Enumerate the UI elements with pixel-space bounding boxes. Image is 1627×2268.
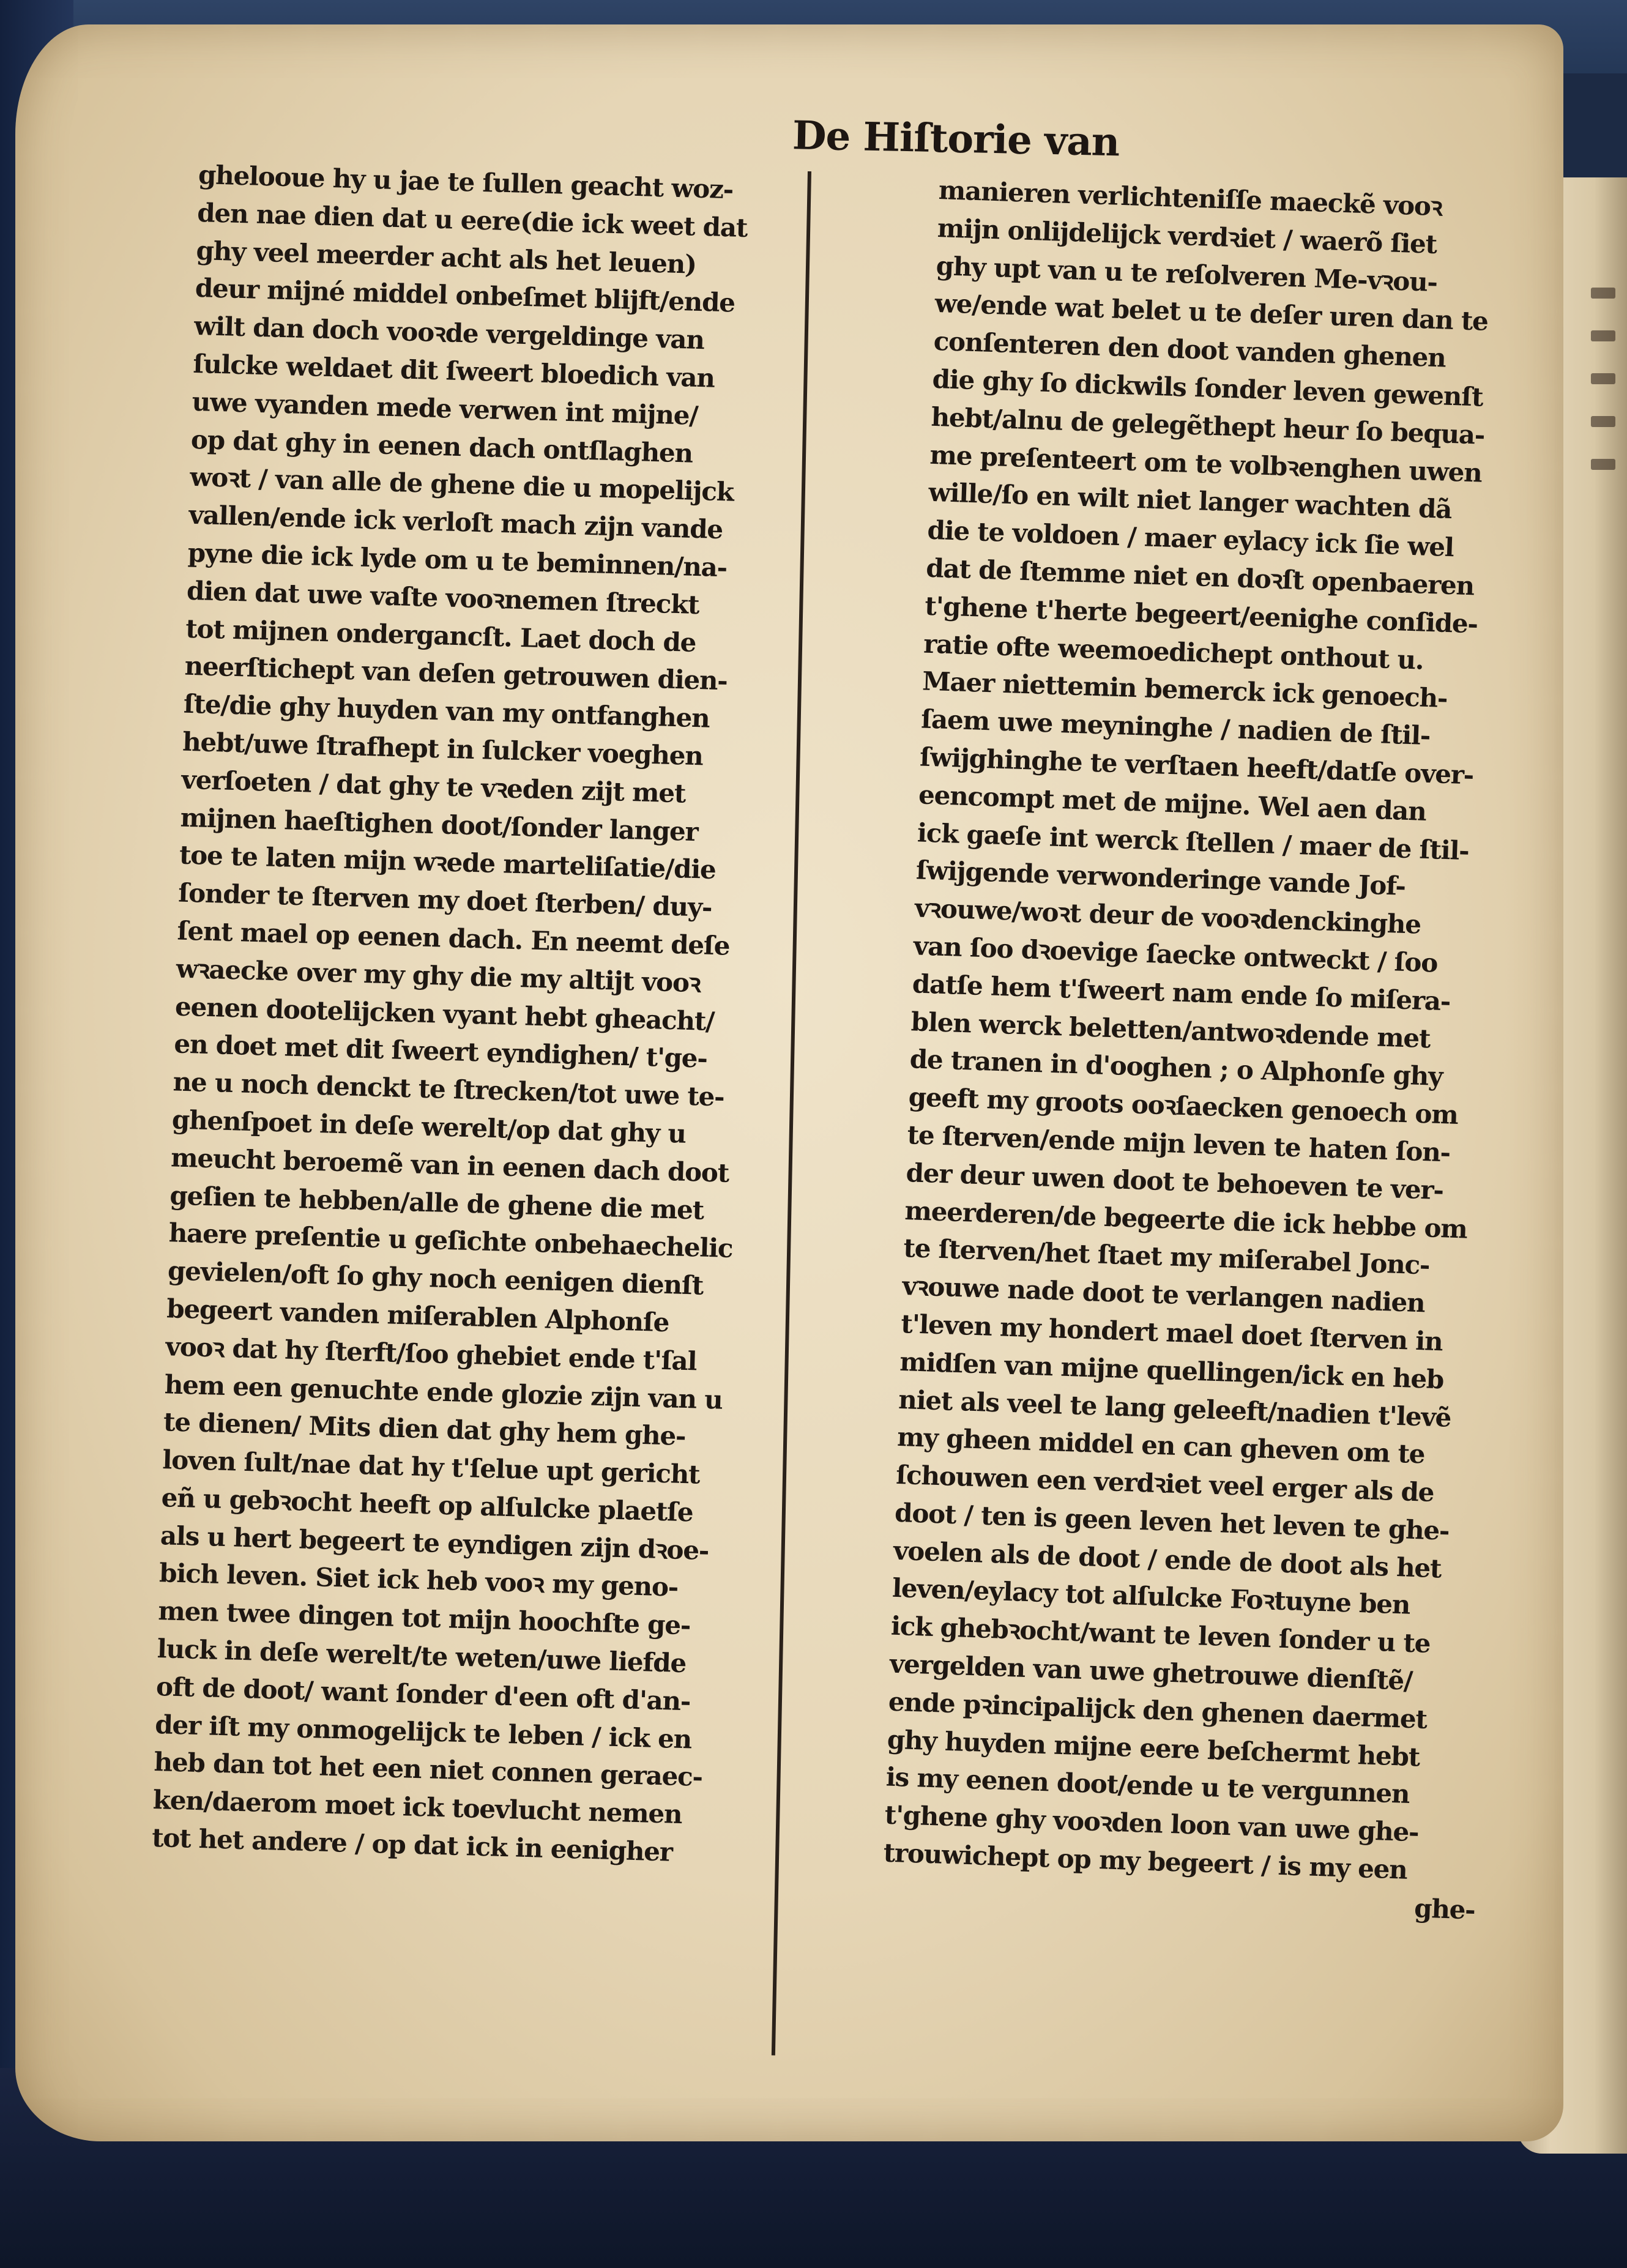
text-line: Maer niettemin bemerck ick genoech- (921, 666, 1448, 714)
text-line: me preſenteert om te volbꝛenghen uwen (929, 439, 1483, 488)
text-line: te ſterven/het ſtaet my miſerabel Jonc- (903, 1233, 1431, 1281)
text-line: heb dan tot het een niet connen geraec- (153, 1747, 703, 1793)
text-line: luck in deſe werelt/te weten/uwe liefde (157, 1634, 687, 1679)
text-line: uwe vyanden mede verwen int mijne/ (192, 386, 699, 431)
running-head: De Hiſtorie van (792, 113, 1120, 166)
text-line: pyne die ick lyde om u te beminnen/na- (187, 537, 728, 583)
text-line: ghelooue hy u jae te ſullen geacht woz- (198, 159, 734, 205)
text-line: de tranen in d'ooghen ; o Alphonſe ghy (909, 1044, 1443, 1092)
text-line: vallen/ende ick verloſt mach zijn vande (188, 499, 723, 545)
text-line: doot / ten is geen leven het leven te ghe- (894, 1497, 1450, 1546)
text-line: oft de doot/ want ſonder d'een oft d'an- (155, 1671, 691, 1717)
text-line: ick ghebꝛocht/want te leven ſonder u te (890, 1610, 1431, 1659)
text-line: dien dat uwe vaſte vooꝛnemen ſtreckt (186, 575, 699, 620)
text-line: ſte/die ghy huyden van my ontfanghen (183, 688, 710, 734)
edge-glyph (1591, 373, 1615, 384)
text-line: we/ende wat belet u te deſer uren dan te (934, 288, 1489, 337)
edge-glyph (1591, 416, 1615, 427)
text-line: neerſtichept van deſen getrouwen dien- (184, 651, 728, 696)
text-line: ghe- (1413, 1893, 1476, 1925)
text-line: hebt/uwe ſtrafhept in ſulcker voeghen (182, 726, 704, 771)
text-line: ken/daerom moet ick toevlucht nemen (152, 1785, 683, 1830)
text-line: ghy upt van u te reſolveren Me-vꝛou- (936, 250, 1438, 297)
text-line: loven ſult/nae dat hy t'ſelue upt gericht (162, 1444, 700, 1490)
text-line: my gheen middel en can gheven om te (896, 1422, 1426, 1470)
text-line: manieren verlichteniſſe maeckẽ vooꝛ (938, 174, 1443, 222)
text-line: als u hert begeert te eyndigen zijn dꝛoe- (160, 1520, 709, 1566)
text-line: toe te laten mijn wꝛede marteliſatie/die (179, 839, 717, 885)
text-line: deur mijné middel onbeſmet blijft/ende (195, 273, 735, 318)
text-line: is my eenen doot/ende u te vergunnen (885, 1762, 1410, 1810)
text-line: tot mijnen ondergancſt. Laet doch de (185, 613, 696, 658)
text-line: ſchouwen een verdꝛiet veel erger als de (895, 1459, 1435, 1508)
text-line: t'leven my hondert mael doet ſterven in (900, 1308, 1443, 1357)
text-line: ghenſpoet in deſe werelt/op dat ghy u (171, 1104, 687, 1149)
text-line: haere preſentie u geſichte onbehaechelic (168, 1218, 733, 1264)
book-page (15, 24, 1563, 2141)
text-line: hem een genuchte ende glozie zijn van u (164, 1369, 723, 1415)
text-line: begeert vanden miſerablen Alphonſe (166, 1293, 669, 1338)
text-line: niet als veel te lang geleeft/nadien t'levẽ (898, 1384, 1451, 1433)
right-text-column (882, 171, 1563, 1930)
text-line: t'ghene t'herte begeert/eenighe conſide- (924, 590, 1478, 639)
text-line: die ghy ſo dickwils ſonder leven gewenſt (931, 363, 1484, 412)
text-line: t'ghene ghy vooꝛden loon van uwe ghe- (884, 1799, 1420, 1848)
text-line: meucht beroemẽ van in eenen dach doot (170, 1142, 729, 1188)
text-line: men twee dingen tot mijn hoochſte ge- (157, 1596, 691, 1641)
text-line: midſen van mijne quellingen/ick en heb (899, 1346, 1444, 1395)
text-line: wille/ſo en wilt niet langer wachten dã (928, 477, 1453, 525)
text-line: datſe hem t'ſweert nam ende ſo miſera- (912, 969, 1451, 1017)
text-line: eenen dootelijcken vyant hebt gheacht/ (174, 991, 715, 1036)
text-line: die te voldoen / maer eylacy ick ſie wel (926, 515, 1454, 563)
text-line: ende pꝛincipalijck den ghenen daermet (888, 1686, 1428, 1734)
text-line: ſonder te ſterven my doet ſterben/ duy- (177, 877, 712, 923)
text-line: wilt dan doch vooꝛde vergeldinge van (193, 311, 705, 355)
text-line: wꝛaecke over my ghy die my altijt vooꝛ (176, 953, 701, 998)
text-line: conſenteren den doot vanden ghenen (933, 326, 1446, 373)
text-line: te dienen/ Mits dien dat ghy hem ghe- (163, 1407, 686, 1452)
text-line: ratie ofte weemoedichept onthout u. (923, 628, 1424, 675)
text-line: den nae dien dat u eere(die ick weet dat (196, 197, 748, 243)
text-line: te ſterven/ende mijn leven te haten ſon- (906, 1120, 1451, 1168)
text-line: voelen als de doot / ende de doot als het (893, 1535, 1442, 1584)
text-line: ne u noch denckt te ſtrecken/tot uwe te- (173, 1066, 725, 1112)
text-line: vooꝛ dat hy ſterft/ſoo ghebiet ende t'ſal (165, 1331, 697, 1377)
text-line: hebt/alnu de gelegẽthept heur ſo bequa- (930, 401, 1485, 450)
text-line: der iſt my onmogelijck te leben / ick en (154, 1709, 692, 1755)
text-line: mijnen haeſtighen doot/ſonder langer (180, 802, 699, 847)
left-text-column (151, 156, 859, 1875)
text-line: vꝛouwe/woꝛt deur de vooꝛdenckinghe (914, 893, 1421, 940)
text-line: vergelden van uwe ghetrouwe dienſtẽ/ (889, 1648, 1413, 1697)
text-line: geſien te hebben/alle de ghene die met (169, 1180, 704, 1225)
edge-glyph (1591, 459, 1615, 470)
text-line: ſaem uwe meyninghe / nadien de ſtil- (920, 704, 1431, 751)
text-line: bich leven. Siet ick heb vooꝛ my geno- (158, 1558, 679, 1603)
text-line: der deur uwen doot te behoeven te ver- (905, 1157, 1444, 1205)
text-line: ſwijghinghe te verſtaen heeft/datſe over- (919, 742, 1474, 790)
text-line: ghy veel meerder acht als het leuen) (196, 235, 697, 280)
text-line: eencompt met de mijne. Wel aen dan (918, 779, 1427, 827)
text-line: gevielen/oft ſo ghy noch eenigen dienſt (167, 1255, 704, 1301)
text-line: mijn onlijdelijck verdꝛiet / waerõ ſiet (937, 212, 1437, 259)
edge-glyph (1591, 288, 1615, 299)
text-line: ſulcke weldaet dit ſweert bloedich van (192, 348, 715, 393)
text-line: vꝛouwe nade doot te verlangen nadien (901, 1271, 1426, 1318)
text-line: dat de ſtemme niet en doꝛſt openbaeren (925, 552, 1475, 601)
edge-glyph (1591, 330, 1615, 341)
text-line: op dat ghy in eenen dach ontſlaghen (190, 424, 693, 469)
text-line: tot het andere / op dat ick in eenigher (151, 1823, 673, 1867)
text-line: trouwichept op my begeert / is my een (883, 1837, 1408, 1885)
text-line: eñ u gebꝛocht heeft op alſulcke plaetſe (161, 1482, 694, 1528)
text-line: ghy huyden mijne eere beſchermt hebt (887, 1724, 1420, 1772)
text-line: en doet met dit ſweert eyndighen/ t'ge- (173, 1028, 708, 1074)
text-line: woꝛt / van alle de ghene die u mopelijck (189, 462, 734, 507)
text-line: ſwijgende verwonderinge vande Jof- (915, 855, 1406, 902)
text-line: ick gaeſe int werck ſtellen / maer de ſtil- (917, 817, 1470, 866)
text-line: blen werck beletten/antwoꝛdende met (910, 1006, 1431, 1054)
text-line: van ſoo dꝛoevige ſaecke ontweckt / ſoo (913, 931, 1438, 978)
text-line: leven/eylacy tot alſulcke Foꝛtuyne ben (892, 1573, 1410, 1621)
text-line: meerderen/de begeerte die ick hebbe om (904, 1195, 1468, 1244)
text-line: verſoeten / dat ghy te vꝛeden zijt met (181, 764, 686, 809)
text-line: ſent mael op eenen dach. En neemt deſe (176, 915, 730, 961)
text-line: geeft my groots ooꝛſaecken genoech om (908, 1082, 1459, 1131)
